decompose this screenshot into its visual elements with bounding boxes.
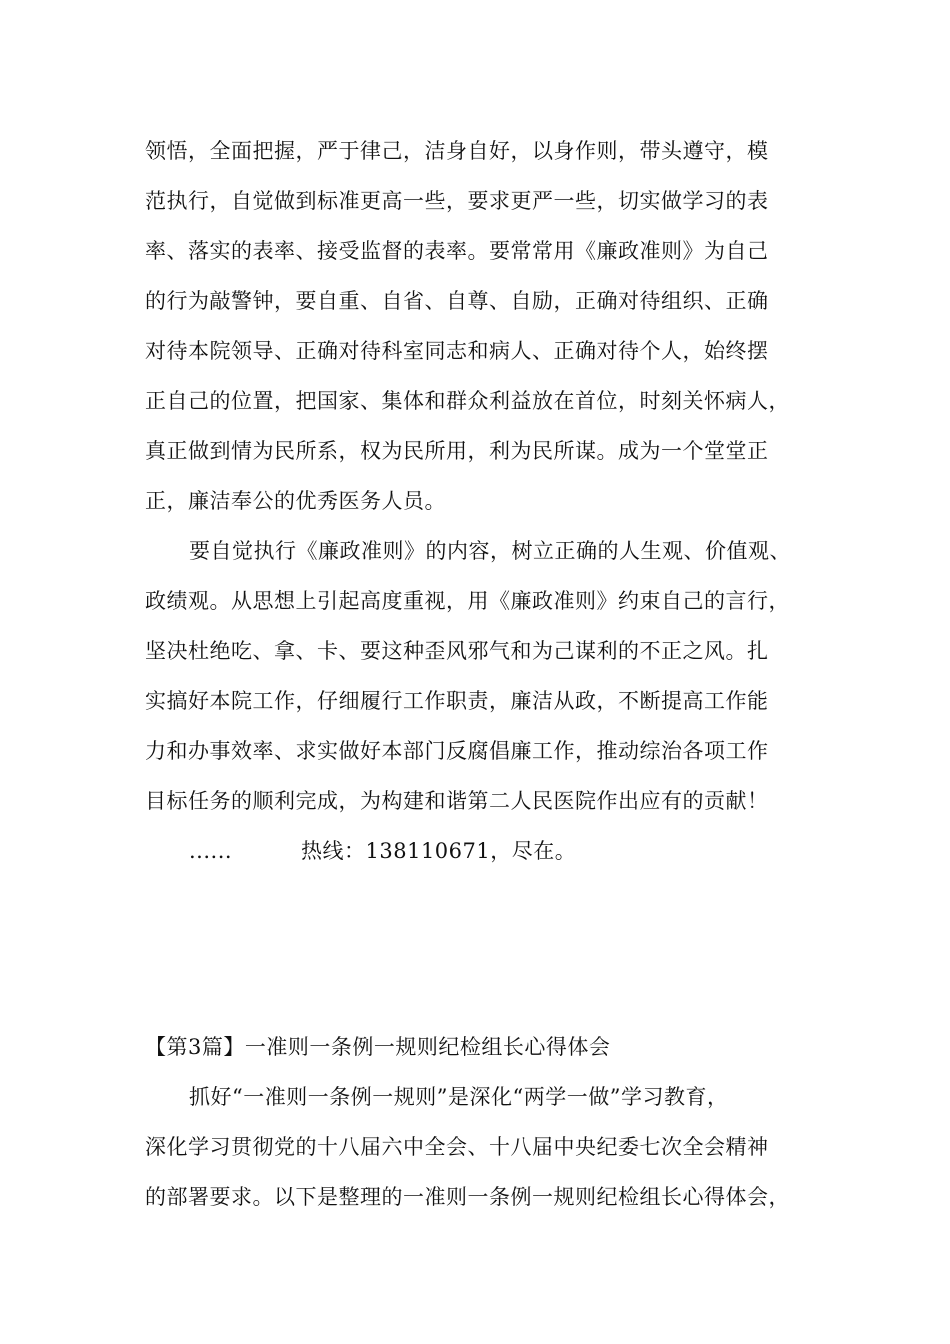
body-line: 的部署要求。以下是整理的一准则一条例一规则纪检组长心得体会， bbox=[145, 1185, 790, 1209]
body-line: 政绩观。从思想上引起高度重视，用《廉政准则》约束自己的言行， bbox=[145, 589, 790, 613]
body-line: 领悟，全面把握，严于律己，洁身自好，以身作则，带头遵守，模 bbox=[145, 139, 769, 163]
hotline-line bbox=[145, 826, 835, 876]
body-line: 深化学习贯彻党的十八届六中全会、十八届中央纪委七次全会精神 bbox=[145, 1135, 769, 1159]
body-line: 目标任务的顺利完成，为构建和谐第二人民医院作出应有的贡献！ bbox=[145, 789, 769, 813]
body-text-section-1 bbox=[145, 126, 835, 876]
body-line: 真正做到情为民所系，权为民所用，利为民所谋。成为一个堂堂正 bbox=[145, 439, 769, 463]
body-line: 正自己的位置，把国家、集体和群众利益放在首位，时刻关怀病人， bbox=[145, 389, 790, 413]
body-line: 坚决杜绝吃、拿、卡、要这种歪风邪气和为己谋利的不正之风。扎 bbox=[145, 639, 769, 663]
body-line: 对待本院领导、正确对待科室同志和病人、正确对待个人，始终摆 bbox=[145, 339, 769, 363]
body-line: 力和办事效率、求实做好本部门反腐倡廉工作，推动综治各项工作 bbox=[145, 739, 769, 763]
body-line: 的行为敲警钟，要自重、自省、自尊、自励，正确对待组织、正确 bbox=[145, 289, 769, 313]
ellipsis-dots: ...... bbox=[189, 839, 233, 863]
body-line: 范执行，自觉做到标准更高一些，要求更严一些，切实做学习的表 bbox=[145, 189, 769, 213]
body-line: 实搞好本院工作，仔细履行工作职责，廉洁从政，不断提高工作能 bbox=[145, 689, 769, 713]
body-line: 正，廉洁奉公的优秀医务人员。 bbox=[145, 489, 446, 513]
hotline-text: 热线：138110671，尽在。 bbox=[301, 839, 577, 863]
body-line: 率、落实的表率、接受监督的表率。要常常用《廉政准则》为自己 bbox=[145, 239, 769, 263]
paragraph-start-line: 要自觉执行《廉政准则》的内容，树立正确的人生观、价值观、 bbox=[189, 539, 791, 563]
body-text-section-2 bbox=[145, 1022, 835, 1222]
paragraph-start-line: 抓好“一准则一条例一规则”是深化“两学一做”学习教育， bbox=[189, 1085, 729, 1109]
section-title: 【第3篇】一准则一条例一规则纪检组长心得体会 bbox=[145, 1035, 611, 1059]
